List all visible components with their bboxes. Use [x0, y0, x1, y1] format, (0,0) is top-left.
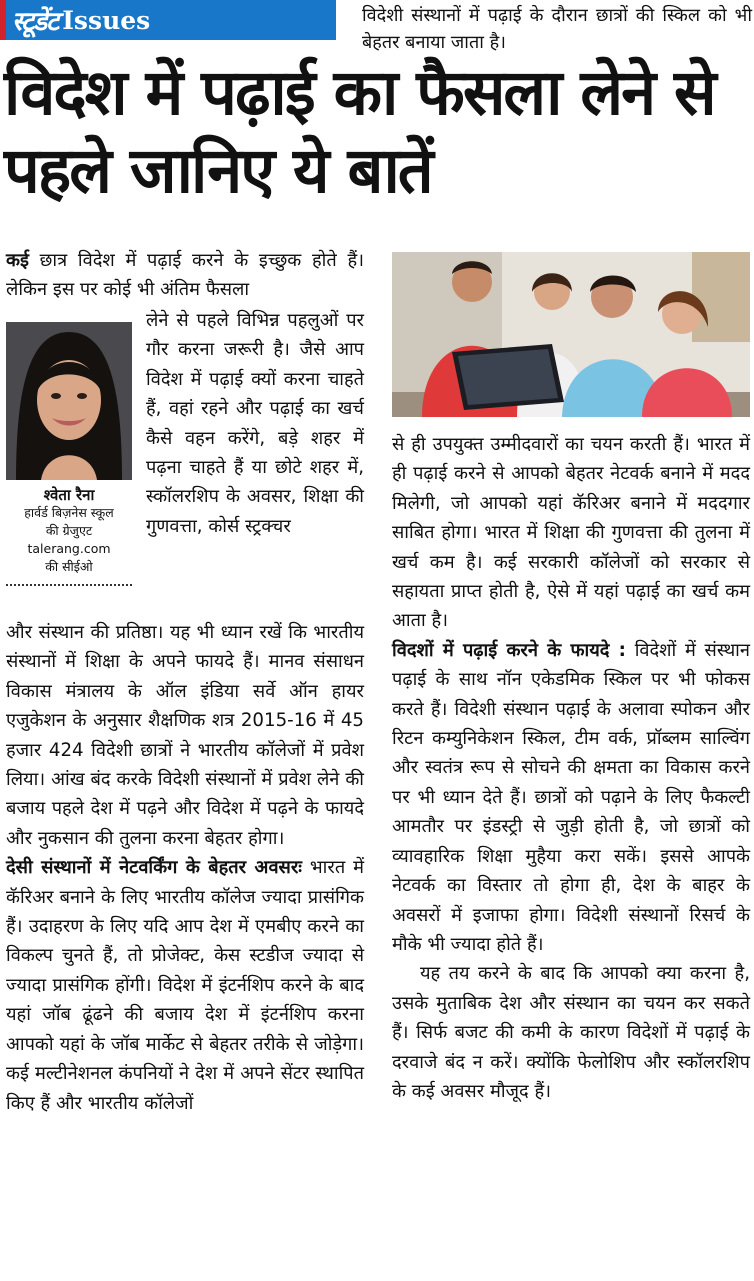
author-photo	[6, 322, 132, 480]
subsection-abroad-benefits-text: विदेशों में संस्थान पढ़ाई के साथ नॉन एकेडमिक स्किल पर भी फोकस करते हैं। विदेशी संस्थान पढ़ाई के अलावा स्पोकन और रिटन कम्युनिकेशन स्किल, टीम वर्क, प्रॉब्लम साल्विंग और स्वतंत्र रूप से सोचने की क्षमता का विकास करने पर भी ध्यान देते हैं। छात्रों को पढ़ाने के लिए फैकल्टी आमतौर पर इंडस्ट्री से जुड़ी होती है, जो छात्रों को व्यावहारिक शिक्षा मुहैया करा सकें। इससे आपके नेटवर्क का विस्तार तो होगा ही, देश के बाहर के अवसरों में इजाफा होगा। विदेशी संस्थानों रिसर्च के मौके भी ज्यादा होते हैं।	[392, 639, 750, 955]
article-wrap-text: लेने से पहले विभिन्न पहलुओं पर गौर करना जरूरी है। जैसे आप विदेश में पढ़ाई क्यों करना चाहते हैं, वहां रहने और पढ़ाई का खर्च कैसे वहन करेंगे, बड़े शहर में पढ़ना चाहते हैं या छोटे शहर में, स्कॉलरशिप के अवसर, शिक्षा की गुणवत्ता, कोर्स स्ट्रक्चर	[146, 310, 364, 537]
author-box	[6, 322, 132, 586]
subsection-abroad-benefits	[392, 636, 750, 959]
author-website: talerang.com	[27, 541, 111, 556]
paragraph-1-continuation: और संस्थान की प्रतिष्ठा। यह भी ध्यान रखें कि भारतीय संस्थानों में शिक्षा के अपने फायदे हैं। मानव संसाधन विकास मंत्रालय के ऑल इंडिया सर्वे ऑन हायर एजुकेशन के अनुसार शैक्षणिक शत्र 2015-16 में 45 हजार 424 विदेशी छात्रों ने भारतीय कॉलेजों में प्रवेश लिया। आंख बंद करके विदेशी संस्थानों में प्रवेश लेने की बजाय पहले देश में पढ़ने और विदेश में पढ़ने के फायदे और नुकसान की तुलना करना बेहतर होगा।	[6, 622, 364, 849]
lead-text: छात्र विदेश में पढ़ाई करने के इच्छुक होते हैं। लेकिन इस पर कोई भी अंतिम फैसला	[6, 250, 364, 301]
lead-word: कई	[6, 250, 29, 271]
students-laptop-illustration	[392, 252, 750, 417]
banner-accent	[0, 0, 6, 40]
paragraph-right-continuation: से ही उपयुक्त उम्मीदवारों का चयन करती हैं। भारत में ही पढ़ाई करने से आपको बेहतर नेटवर्क बनाने में मदद मिलेगी, जो आपको यहां कॅरिअर बनाने में मददगार साबित होगा। भारत में शिक्षा की गुणवत्ता की तुलना में खर्च कम है। कई सरकारी कॉलेजों को सरकार से सहायता प्राप्त होती है, ऐसे में यहां पढ़ाई का खर्च कम आता है।	[392, 434, 750, 632]
article-left-body	[6, 618, 364, 1118]
author-name: श्वेता रैना	[43, 486, 95, 504]
banner-brand: स्टूडेंट	[12, 7, 59, 37]
author-portrait-illustration	[6, 322, 132, 480]
students-photo	[392, 252, 750, 417]
author-divider	[6, 584, 132, 586]
banner-section: Issues	[62, 5, 151, 35]
subheading-networking: देसी संस्थानों में नेटवर्किंग के बेहतर अवसरः	[6, 857, 302, 879]
subsection-networking	[6, 853, 364, 1118]
headline: विदेश में पढ़ाई का फैसला लेने से पहले जानिए ये बातें	[4, 56, 715, 207]
concluding-paragraph: यह तय करने के बाद कि आपको क्या करना है, उसके मुताबिक देश और संस्थान का चयन कर सकते हैं। सिर्फ बजट की कमी के कारण विदेशों में पढ़ाई के दरवाजे बंद न करें। क्योंकि फेलोशिप और स्कॉलरशिप के कई अवसर मौजूद हैं।	[392, 963, 750, 1102]
article-right-body	[392, 430, 750, 1106]
article-lead	[6, 246, 364, 305]
subsection-networking-text: भारत में कॅरिअर बनाने के लिए भारतीय कॉलेज ज्यादा प्रासंगिक हैं। उदाहरण के लिए यदि आप देश में एमबीए करने का विकल्प चुनते हैं, तो प्रोजेक्ट, केस स्टडीज ज्यादा से ज्यादा प्रासंगिक होंगी। विदेश में इंटर्नशिप करने के बाद यहां जॉब ढूंढने की बजाय देश में इंटर्नशिप करना आपको यहां के जॉब मार्केट से बेहतर तरीके से जोड़ेगा। कई मल्टीनेशनल कंपनियों ने देश में अपने सेंटर स्थापित किए हैं और भारतीय कॉलेजों	[6, 857, 364, 1114]
author-credential-1: हार्वर्ड बिज़नेस स्कूल	[24, 505, 114, 520]
subheading-abroad-benefits: विदशों में पढ़ाई करने के फायदे :	[392, 639, 626, 661]
previous-article-continuation: विदेशी संस्थानों में पढ़ाई के दौरान छात्रों की स्किल को भी बेहतर बनाया जाता है।	[362, 5, 752, 53]
section-banner	[4, 0, 336, 40]
author-role: की सीईओ	[45, 559, 93, 574]
author-credential-2: की ग्रेजुएट	[45, 523, 93, 538]
